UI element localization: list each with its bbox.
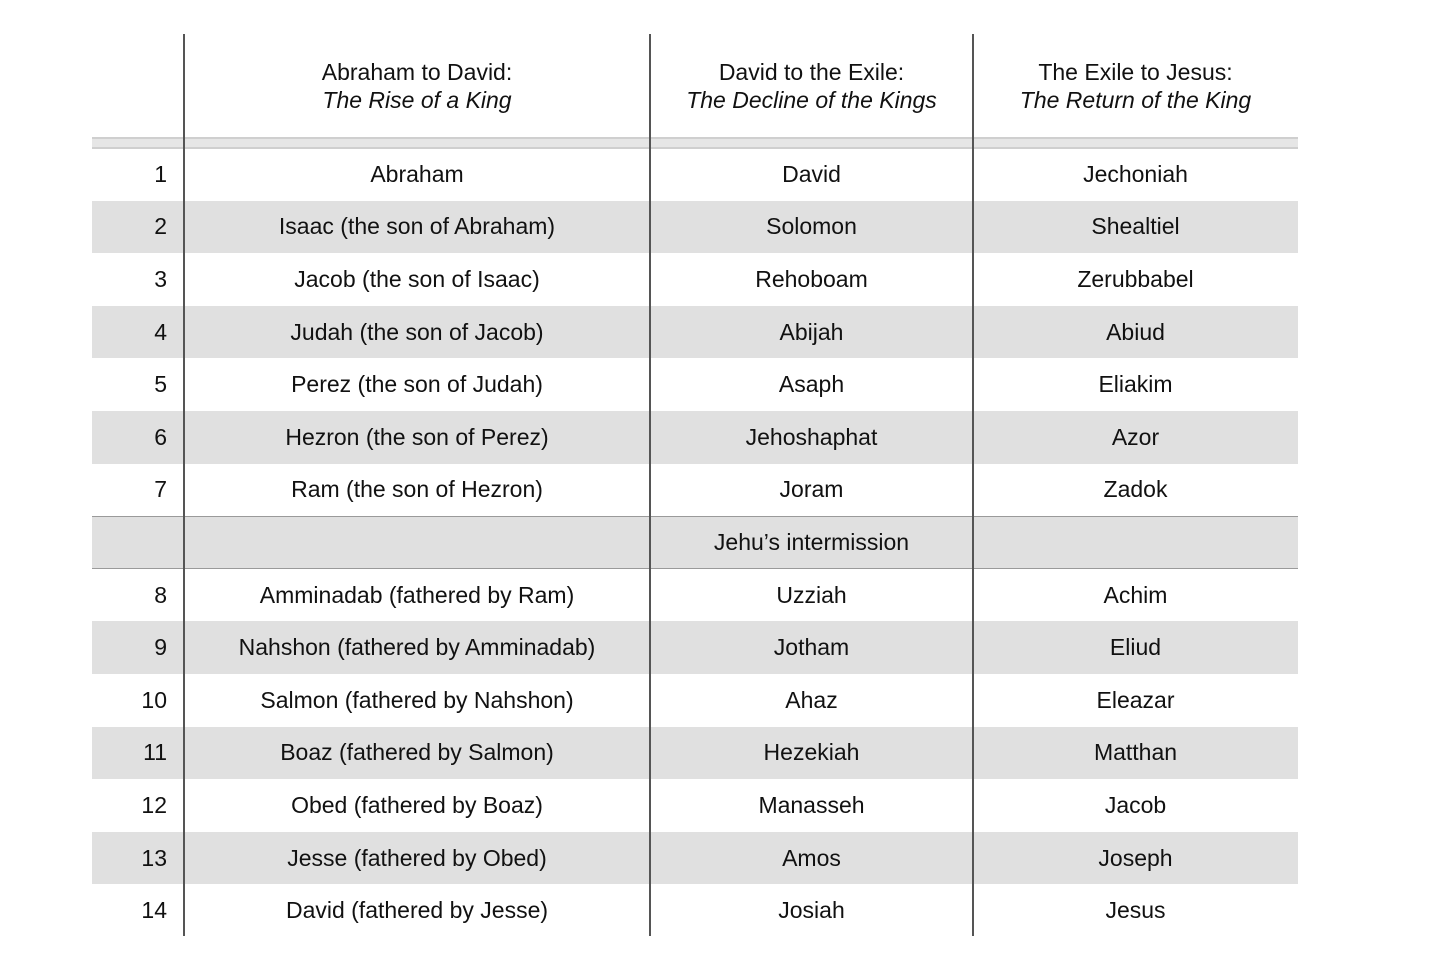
table-row (92, 621, 1298, 674)
cell-abraham-to-david: Judah (the son of Jacob) (290, 318, 544, 345)
header-title: The Exile to Jesus: (1038, 59, 1233, 85)
row-number: 10 (141, 686, 167, 713)
cell-exile-to-jesus: Joseph (1098, 844, 1173, 871)
table-row (92, 411, 1298, 464)
table-row (92, 727, 1298, 780)
cell-david-to-exile: Jehoshaphat (745, 423, 878, 450)
cell-david-to-exile: Jehu’s intermission (713, 528, 910, 555)
cell-david-to-exile: Joram (779, 476, 844, 503)
cell-david-to-exile: Josiah (778, 897, 845, 924)
table-row (92, 148, 1298, 201)
row-number: 9 (154, 634, 167, 661)
table-row (92, 832, 1298, 885)
cell-david-to-exile: Abijah (779, 318, 844, 345)
header-column-3 (973, 58, 1298, 114)
header-title: Abraham to David: (321, 59, 513, 85)
row-number: 13 (141, 844, 167, 871)
header-column-2 (650, 58, 973, 114)
header-subtitle: The Rise of a King (322, 87, 512, 113)
cell-abraham-to-david: Jesse (fathered by Obed) (287, 844, 547, 871)
cell-exile-to-jesus: Jechoniah (1083, 160, 1188, 187)
cell-david-to-exile: Ahaz (785, 686, 838, 713)
cell-abraham-to-david: Nahshon (fathered by Amminadab) (238, 634, 596, 661)
header-column-1 (184, 58, 650, 114)
cell-exile-to-jesus: Eliud (1109, 634, 1162, 661)
cell-exile-to-jesus: Eleazar (1096, 686, 1175, 713)
cell-david-to-exile: Uzziah (776, 581, 847, 608)
table-row (92, 201, 1298, 254)
cell-abraham-to-david: Ram (the son of Hezron) (291, 476, 543, 503)
column-divider (183, 34, 185, 936)
cell-david-to-exile: Jotham (773, 634, 850, 661)
row-number: 8 (154, 581, 167, 608)
row-number: 5 (154, 371, 167, 398)
cell-abraham-to-david (184, 517, 650, 568)
cell-abraham-to-david: Obed (fathered by Boaz) (291, 791, 543, 818)
table-row (92, 569, 1298, 622)
table-row (92, 884, 1298, 937)
header-title: David to the Exile: (718, 59, 905, 85)
table-row (92, 674, 1298, 727)
cell-david-to-exile: Amos (782, 844, 841, 871)
table-row (92, 358, 1298, 411)
row-number (92, 517, 167, 568)
header-subtitle: The Decline of the Kings (686, 87, 937, 113)
row-number: 6 (154, 423, 167, 450)
row-number: 14 (141, 897, 167, 924)
cell-david-to-exile: Solomon (766, 213, 857, 240)
cell-abraham-to-david: Salmon (fathered by Nahshon) (260, 686, 574, 713)
cell-abraham-to-david: Amminadab (fathered by Ram) (259, 581, 575, 608)
header-subtitle: The Return of the King (1019, 87, 1252, 113)
row-number: 1 (154, 160, 167, 187)
column-divider (649, 34, 651, 936)
cell-david-to-exile: David (782, 160, 841, 187)
table-row (92, 464, 1298, 517)
cell-david-to-exile: Asaph (778, 371, 845, 398)
cell-abraham-to-david: Boaz (fathered by Salmon) (280, 739, 554, 766)
table-row (92, 306, 1298, 359)
cell-david-to-exile: Manasseh (758, 791, 865, 818)
column-divider (972, 34, 974, 936)
cell-david-to-exile: Rehoboam (755, 265, 868, 292)
table-header (92, 34, 1298, 138)
cell-abraham-to-david: David (fathered by Jesse) (285, 897, 549, 924)
cell-exile-to-jesus: Abiud (1106, 318, 1165, 345)
cell-exile-to-jesus: Zerubbabel (1077, 265, 1194, 292)
table-body (92, 148, 1298, 937)
cell-david-to-exile: Hezekiah (763, 739, 860, 766)
intermission-row (92, 516, 1298, 569)
genealogy-table (92, 34, 1298, 138)
cell-exile-to-jesus: Azor (1111, 423, 1160, 450)
cell-exile-to-jesus (973, 517, 1298, 568)
table-row (92, 779, 1298, 832)
cell-abraham-to-david: Jacob (the son of Isaac) (294, 265, 540, 292)
cell-abraham-to-david: Isaac (the son of Abraham) (278, 213, 556, 240)
row-number: 12 (141, 791, 167, 818)
cell-exile-to-jesus: Zadok (1103, 476, 1168, 503)
row-number: 2 (154, 213, 167, 240)
table-row (92, 253, 1298, 306)
row-number: 11 (143, 739, 167, 766)
cell-exile-to-jesus: Shealtiel (1091, 213, 1180, 240)
row-number: 4 (154, 318, 167, 345)
cell-exile-to-jesus: Jacob (1104, 791, 1167, 818)
cell-exile-to-jesus: Achim (1103, 581, 1168, 608)
cell-exile-to-jesus: Jesus (1105, 897, 1166, 924)
row-number: 7 (154, 476, 167, 503)
cell-abraham-to-david: Hezron (the son of Perez) (285, 423, 549, 450)
cell-exile-to-jesus: Eliakim (1098, 371, 1173, 398)
cell-abraham-to-david: Perez (the son of Judah) (291, 371, 543, 398)
cell-exile-to-jesus: Matthan (1093, 739, 1178, 766)
cell-abraham-to-david: Abraham (370, 160, 464, 187)
row-number: 3 (154, 265, 167, 292)
